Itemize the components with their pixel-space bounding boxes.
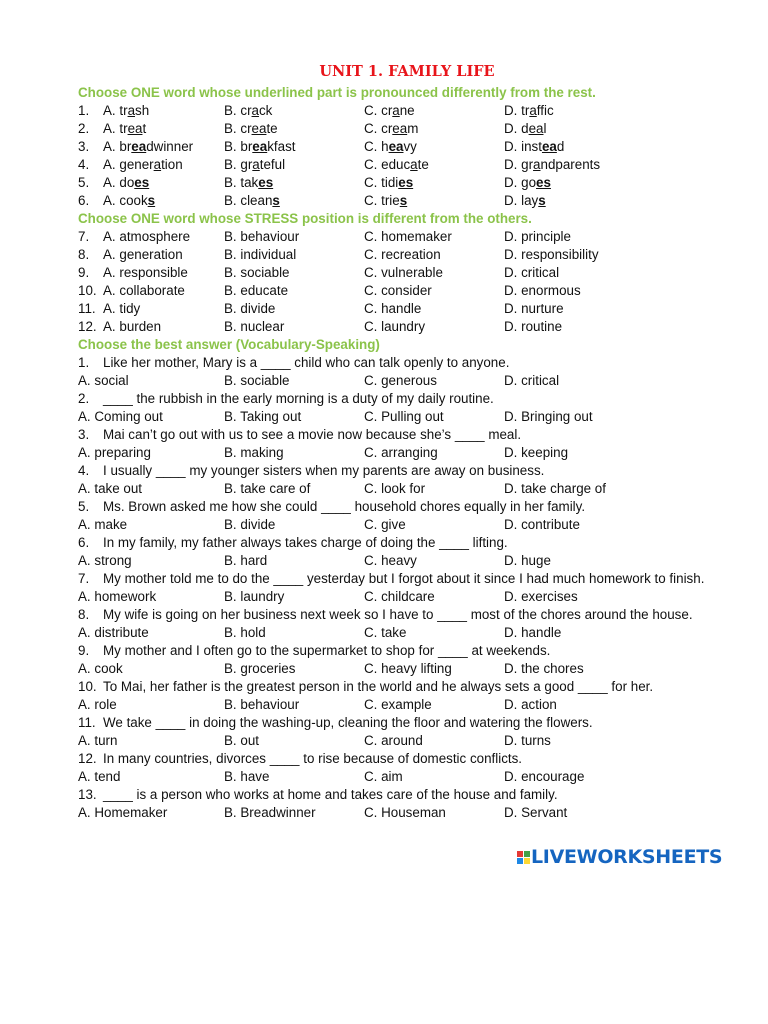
question <box>78 534 718 552</box>
question <box>78 606 718 624</box>
answer-option[interactable]: A. preparing <box>78 445 151 460</box>
item-number: 2. <box>78 121 90 136</box>
word-start: do <box>119 175 135 190</box>
answer-options <box>78 768 718 786</box>
word-start: tidi <box>381 175 399 190</box>
underlined-part: s <box>272 193 280 208</box>
answer-option[interactable]: C. arranging <box>364 445 438 460</box>
option[interactable] <box>224 192 364 210</box>
option[interactable]: C. consider <box>364 283 432 298</box>
option[interactable]: A. atmosphere <box>103 229 191 244</box>
question <box>78 678 718 696</box>
question-text: Like her mother, Mary is a ____ child who can talk openly to anyone. <box>103 355 510 370</box>
option[interactable]: B. sociable <box>224 265 290 280</box>
word-start: educ <box>381 157 411 172</box>
section-stress-heading: Choose ONE word whose STRESS position is different from the others. <box>78 211 532 226</box>
word-start: gr <box>240 157 253 172</box>
answer-option[interactable]: C. take <box>364 625 407 640</box>
option[interactable]: A. responsible <box>103 265 188 280</box>
word-start: tr <box>119 121 128 136</box>
answer-option[interactable]: C. around <box>364 733 423 748</box>
option-letter: B. <box>224 157 241 172</box>
answer-option[interactable]: C. Pulling out <box>364 409 444 424</box>
word-start: cr <box>381 103 393 118</box>
option-letter: C. <box>364 121 382 136</box>
option[interactable]: B. behaviour <box>224 229 300 244</box>
answer-option[interactable]: D. Bringing out <box>504 409 593 424</box>
section-pronunciation <box>78 102 718 210</box>
answer-options <box>78 660 718 678</box>
question <box>78 462 718 480</box>
question-text: Ms. Brown asked me how she could ____ household chores equally in her family. <box>103 499 586 514</box>
question-number: 4. <box>78 463 90 478</box>
answer-option[interactable]: B. groceries <box>224 661 296 676</box>
option[interactable] <box>504 174 644 192</box>
word-start: trie <box>381 193 400 208</box>
option[interactable] <box>224 156 364 174</box>
item-number: 11. <box>78 301 96 316</box>
question-text: ____ is a person who works at home and takes care of the house and family. <box>103 787 558 802</box>
option[interactable] <box>103 138 224 156</box>
question-text: We take ____ in doing the washing-up, cleaning the floor and watering the flowers. <box>103 715 593 730</box>
option[interactable] <box>504 120 644 138</box>
option[interactable] <box>364 174 504 192</box>
question-text-wrapper <box>78 606 718 624</box>
word-start: cr <box>240 103 252 118</box>
word-start: br <box>240 139 253 154</box>
underlined-part: a <box>392 103 400 118</box>
answer-option[interactable]: B. sociable <box>224 373 290 388</box>
underlined-part: ea <box>541 139 557 154</box>
logo-text: LIVEWORKSHEETS <box>531 846 723 868</box>
option-letter: A. <box>103 121 120 136</box>
answer-option[interactable]: C. look for <box>364 481 426 496</box>
option[interactable] <box>103 156 224 174</box>
word-end: te <box>417 157 429 172</box>
option[interactable] <box>364 192 504 210</box>
item-number: 4. <box>78 157 90 172</box>
word-start: cr <box>381 121 393 136</box>
item-number: 8. <box>78 247 90 262</box>
question <box>78 786 718 804</box>
item-number: 9. <box>78 265 90 280</box>
option-letter: C. <box>364 139 382 154</box>
answer-option[interactable]: B. Taking out <box>224 409 302 424</box>
word-start: gener <box>119 157 154 172</box>
answer-option[interactable]: B. behaviour <box>224 697 300 712</box>
option[interactable]: D. nurture <box>504 301 564 316</box>
word-end: ne <box>399 103 415 118</box>
word-end: sh <box>135 103 150 118</box>
option[interactable] <box>103 192 224 210</box>
answer-option[interactable]: A. role <box>78 697 117 712</box>
question-number: 3. <box>78 427 90 442</box>
logo-blocks-icon <box>517 851 530 864</box>
answer-option[interactable]: B. Breadwinner <box>224 805 316 820</box>
question <box>78 498 718 516</box>
question-number: 2. <box>78 391 90 406</box>
question-number: 6. <box>78 535 90 550</box>
underlined-part: ea <box>251 121 267 136</box>
word-end: l <box>543 121 547 136</box>
section-vocabulary <box>78 354 718 822</box>
option-letter: C. <box>364 193 382 208</box>
word-end: vy <box>403 139 417 154</box>
answer-option[interactable]: A. Coming out <box>78 409 163 424</box>
pronunciation-item <box>78 138 718 156</box>
option[interactable] <box>364 138 504 156</box>
underlined-part: s <box>147 193 156 208</box>
answer-option[interactable]: B. out <box>224 733 259 748</box>
question-text: My mother and I often go to the supermarket to shop for ____ at weekends. <box>103 643 551 658</box>
answer-option[interactable]: A. social <box>78 373 129 388</box>
option[interactable]: C. homemaker <box>364 229 452 244</box>
question-text: ____ the rubbish in the early morning is a duty of my daily routine. <box>103 391 494 406</box>
option[interactable]: B. educate <box>224 283 289 298</box>
answer-option[interactable]: B. hard <box>224 553 268 568</box>
word-end: dwinner <box>146 139 194 154</box>
answer-option[interactable]: A. take out <box>78 481 143 496</box>
stress-item <box>78 228 718 246</box>
underlined-part: ea <box>131 139 147 154</box>
answer-option[interactable]: D. action <box>504 697 557 712</box>
word-end: ffic <box>536 103 554 118</box>
item-number: 3. <box>78 139 90 154</box>
pronunciation-item <box>78 156 718 174</box>
question-text: My wife is going on her business next week so I have to ____ most of the chores around the house. <box>103 607 693 622</box>
option[interactable]: D. routine <box>504 319 563 334</box>
option[interactable] <box>364 120 504 138</box>
option[interactable]: B. individual <box>224 247 297 262</box>
answer-option[interactable]: D. turns <box>504 733 551 748</box>
underlined-part: a <box>153 157 162 172</box>
word-end: kfast <box>267 139 296 154</box>
question-number: 5. <box>78 499 90 514</box>
answer-option[interactable]: B. have <box>224 769 270 784</box>
underlined-part: a <box>410 157 418 172</box>
option-letter: D. <box>504 157 522 172</box>
word-start: br <box>119 139 132 154</box>
option-letter: B. <box>224 103 241 118</box>
question-text: I usually ____ my younger sisters when my parents are away on business. <box>103 463 545 478</box>
stress-item <box>78 246 718 264</box>
underlined-part: ea <box>127 121 143 136</box>
answer-option[interactable]: D. take charge of <box>504 481 606 496</box>
option-letter: B. <box>224 193 241 208</box>
stress-item <box>78 264 718 282</box>
option-letter: B. <box>224 121 241 136</box>
answer-option[interactable]: A. strong <box>78 553 132 568</box>
underlined-part: a <box>251 103 259 118</box>
answer-option[interactable]: B. divide <box>224 517 276 532</box>
word-start: cook <box>119 193 148 208</box>
word-start: clean <box>240 193 273 208</box>
option[interactable]: C. vulnerable <box>364 265 443 280</box>
option[interactable] <box>103 174 224 192</box>
option-letter: A. <box>103 175 120 190</box>
option[interactable]: B. divide <box>224 301 276 316</box>
answer-option[interactable]: B. making <box>224 445 284 460</box>
answer-options <box>78 480 718 498</box>
question-number: 12. <box>78 751 97 766</box>
question-text: In many countries, divorces ____ to rise because of domestic conflicts. <box>103 751 523 766</box>
section-vocabulary-heading: Choose the best answer (Vocabulary-Speaking) <box>78 337 380 352</box>
answer-option[interactable]: A. turn <box>78 733 118 748</box>
option[interactable]: C. recreation <box>364 247 441 262</box>
option[interactable] <box>224 102 364 120</box>
pronunciation-item <box>78 192 718 210</box>
question-number: 1. <box>78 355 90 370</box>
answer-option[interactable]: A. homework <box>78 589 157 604</box>
answer-option[interactable]: B. laundry <box>224 589 285 604</box>
answer-option[interactable]: D. contribute <box>504 517 580 532</box>
answer-option[interactable]: A. distribute <box>78 625 149 640</box>
item-number: 12. <box>78 319 97 334</box>
stress-item <box>78 300 718 318</box>
option-letter: D. <box>504 193 522 208</box>
answer-option[interactable]: A. tend <box>78 769 121 784</box>
option[interactable]: A. burden <box>103 319 162 334</box>
worksheet <box>78 60 718 822</box>
option[interactable] <box>364 102 504 120</box>
underlined-part: s <box>399 193 408 208</box>
option[interactable] <box>364 156 504 174</box>
option[interactable] <box>224 138 364 156</box>
answer-option[interactable]: A. Homemaker <box>78 805 168 820</box>
item-number: 10. <box>78 283 97 298</box>
answer-options <box>78 696 718 714</box>
answer-option[interactable]: D. encourage <box>504 769 585 784</box>
underlined-part: a <box>529 103 537 118</box>
option[interactable]: A. generation <box>103 247 183 262</box>
option-letter: A. <box>103 157 120 172</box>
underlined-part: a <box>252 157 260 172</box>
word-end: m <box>407 121 419 136</box>
question <box>78 426 718 444</box>
question <box>78 714 718 732</box>
underlined-part: ea <box>392 121 408 136</box>
option-letter: D. <box>504 121 522 136</box>
answer-options <box>78 588 718 606</box>
word-start: h <box>381 139 389 154</box>
item-number: 1. <box>78 103 90 118</box>
answer-option[interactable]: C. aim <box>364 769 403 784</box>
answer-option[interactable]: B. hold <box>224 625 266 640</box>
section-stress <box>78 228 718 336</box>
answer-option[interactable]: B. take care of <box>224 481 311 496</box>
word-start: cr <box>240 121 252 136</box>
question <box>78 570 718 588</box>
question-number: 8. <box>78 607 90 622</box>
answer-options <box>78 408 718 426</box>
answer-option[interactable]: C. childcare <box>364 589 435 604</box>
option[interactable] <box>224 174 364 192</box>
word-start: tak <box>240 175 259 190</box>
underlined-part: ea <box>252 139 268 154</box>
answer-options <box>78 516 718 534</box>
answer-option[interactable]: D. huge <box>504 553 551 568</box>
option[interactable] <box>504 192 644 210</box>
word-end: te <box>266 121 278 136</box>
answer-option[interactable]: D. keeping <box>504 445 569 460</box>
underlined-part: ea <box>528 121 544 136</box>
question-text-wrapper <box>78 570 718 588</box>
word-end: t <box>142 121 147 136</box>
word-start: go <box>521 175 537 190</box>
question-number: 13. <box>78 787 97 802</box>
word-end: tion <box>161 157 183 172</box>
underlined-part: a <box>127 103 136 118</box>
question-text: In my family, my father always takes charge of doing the ____ lifting. <box>103 535 508 550</box>
option[interactable]: D. principle <box>504 229 571 244</box>
pronunciation-item <box>78 174 718 192</box>
answer-options <box>78 624 718 642</box>
option[interactable]: A. collaborate <box>103 283 185 298</box>
question-number: 7. <box>78 571 90 586</box>
item-number: 5. <box>78 175 90 190</box>
option-letter: A. <box>103 103 120 118</box>
option[interactable]: B. nuclear <box>224 319 285 334</box>
answer-options <box>78 732 718 750</box>
underlined-part: es <box>134 175 150 190</box>
answer-options <box>78 552 718 570</box>
question <box>78 354 718 372</box>
word-end: ck <box>258 103 273 118</box>
question-number: 9. <box>78 643 90 658</box>
question <box>78 390 718 408</box>
word-start: gr <box>521 157 534 172</box>
option[interactable] <box>224 120 364 138</box>
option-letter: C. <box>364 103 382 118</box>
pronunciation-item <box>78 102 718 120</box>
option[interactable]: C. laundry <box>364 319 426 334</box>
question-text: To Mai, her father is the greatest person in the world and he always sets a good ____ for her. <box>103 679 654 694</box>
underlined-part: ea <box>388 139 404 154</box>
answer-option[interactable]: D. critical <box>504 373 560 388</box>
option[interactable] <box>504 138 644 156</box>
item-number: 6. <box>78 193 90 208</box>
option-letter: D. <box>504 139 522 154</box>
section-pronunciation-heading: Choose ONE word whose underlined part is pronounced differently from the rest. <box>78 85 596 100</box>
option[interactable]: D. enormous <box>504 283 581 298</box>
underlined-part: a <box>533 157 541 172</box>
word-start: tr <box>521 103 530 118</box>
question <box>78 642 718 660</box>
word-start: d <box>521 121 529 136</box>
question-text-wrapper <box>78 678 718 696</box>
word-end: teful <box>259 157 286 172</box>
option-letter: C. <box>364 157 382 172</box>
answer-option[interactable]: C. Houseman <box>364 805 446 820</box>
answer-options <box>78 804 718 822</box>
option[interactable] <box>103 120 224 138</box>
option[interactable]: C. handle <box>364 301 422 316</box>
question-text: My mother told me to do the ____ yesterday but I forgot about it since I had much homework to finish. <box>103 571 705 586</box>
answer-option[interactable]: D. exercises <box>504 589 578 604</box>
option-letter: B. <box>224 175 241 190</box>
answer-option[interactable]: D. handle <box>504 625 562 640</box>
pronunciation-item <box>78 120 718 138</box>
worksheet-title: UNIT 1. FAMILY LIFE <box>319 63 495 80</box>
question-number: 10. <box>78 679 97 694</box>
option-letter: B. <box>224 139 241 154</box>
question-number: 11. <box>78 715 96 730</box>
answer-option[interactable]: C. give <box>364 517 406 532</box>
underlined-part: es <box>536 175 551 190</box>
answer-option[interactable]: D. the chores <box>504 661 584 676</box>
answer-options <box>78 372 718 390</box>
underlined-part: s <box>538 193 546 208</box>
word-start: lay <box>521 193 539 208</box>
answer-option[interactable]: C. heavy <box>364 553 417 568</box>
question <box>78 750 718 768</box>
answer-option[interactable]: A. make <box>78 517 128 532</box>
option-letter: A. <box>103 139 120 154</box>
option[interactable] <box>504 102 644 120</box>
option[interactable] <box>504 156 644 174</box>
stress-item <box>78 282 718 300</box>
word-end: ndparents <box>540 157 601 172</box>
answer-option[interactable]: C. heavy lifting <box>364 661 452 676</box>
answer-option[interactable]: D. Servant <box>504 805 568 820</box>
option-letter: C. <box>364 175 382 190</box>
answer-option[interactable]: C. generous <box>364 373 437 388</box>
option[interactable]: A. tidy <box>103 301 141 316</box>
answer-option[interactable]: C. example <box>364 697 432 712</box>
question-text: Mai can’t go out with us to see a movie now because she’s ____ meal. <box>103 427 522 442</box>
underlined-part: es <box>258 175 274 190</box>
option[interactable]: D. responsibility <box>504 247 599 262</box>
option-letter: D. <box>504 175 522 190</box>
option[interactable]: D. critical <box>504 265 560 280</box>
word-start: inst <box>521 139 542 154</box>
answer-options <box>78 444 718 462</box>
stress-item <box>78 318 718 336</box>
underlined-part: es <box>398 175 414 190</box>
word-start: tr <box>119 103 128 118</box>
option-letter: A. <box>103 193 120 208</box>
word-end: d <box>556 139 565 154</box>
answer-option[interactable]: A. cook <box>78 661 123 676</box>
item-number: 7. <box>78 229 90 244</box>
option[interactable] <box>103 102 224 120</box>
liveworksheets-logo <box>517 845 722 869</box>
option-letter: D. <box>504 103 522 118</box>
